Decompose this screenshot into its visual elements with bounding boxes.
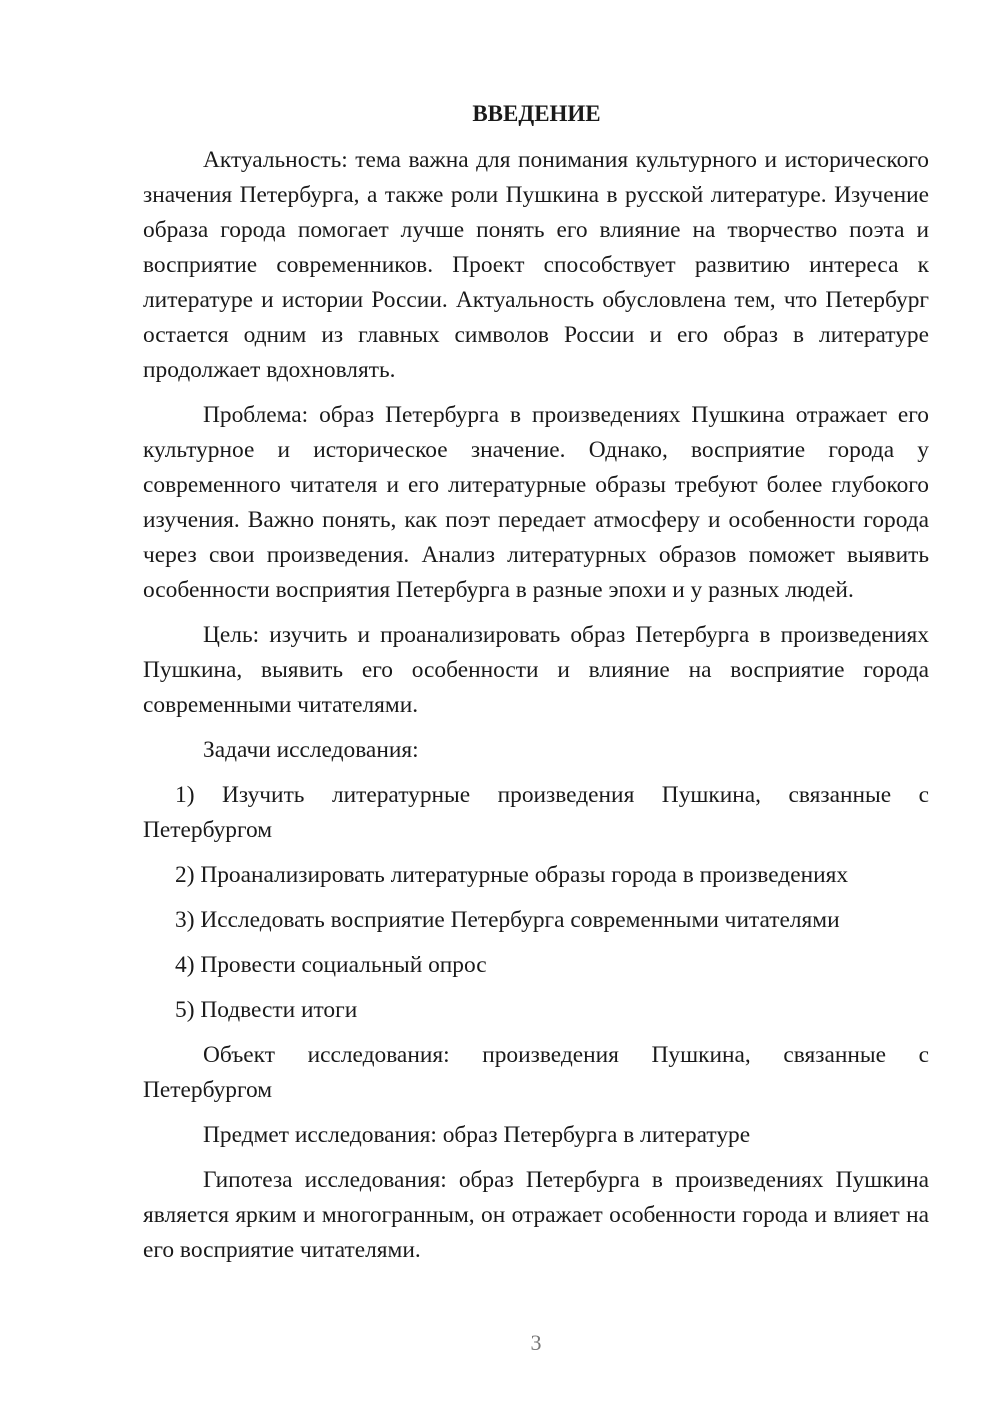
task-item-4: 4) Провести социальный опрос bbox=[175, 952, 487, 978]
hypothesis-paragraph: Гипотеза исследования: образ Петербурга в произведениях Пушкина является ярким и многогранным, он отражает особенности города и влияет на его восприятие читателями. bbox=[143, 1167, 929, 1263]
page-number: 3 bbox=[530, 1330, 542, 1355]
task-item-5: 5) Подвести итоги bbox=[175, 997, 358, 1023]
goal-paragraph: Цель: изучить и проанализировать образ Петербурга в произведениях Пушкина, выявить его особенности и влияние на восприятие города современными читателями. bbox=[143, 622, 929, 718]
task-item-1: 1) Изучить литературные произведения Пушкина, связанные с Петербургом bbox=[143, 782, 929, 843]
tasks-heading: Задачи исследования: bbox=[203, 737, 419, 763]
document-body bbox=[143, 96, 929, 1278]
problem-paragraph: Проблема: образ Петербурга в произведениях Пушкина отражает его культурное и историческое значение. Однако, восприятие города у современного читателя и его литературные образы требуют более глубокого изучения. Важно понять, как поэт передает атмосферу и особенности города через свои произведения. Анализ литературных образов поможет выявить особенности восприятия Петербурга в разные эпохи и у разных людей. bbox=[143, 402, 929, 603]
subject-paragraph: Предмет исследования: образ Петербурга в литературе bbox=[203, 1122, 751, 1148]
task-item-2: 2) Проанализировать литературные образы города в произведениях bbox=[175, 862, 849, 888]
page-title: ВВЕДЕНИЕ bbox=[472, 101, 601, 126]
object-paragraph: Объект исследования: произведения Пушкина, связанные с Петербургом bbox=[143, 1042, 929, 1103]
relevance-paragraph: Актуальность: тема важна для понимания культурного и исторического значения Петербурга, а также роли Пушкина в русской литературе. Изучение образа города помогает лучше понять его влияние на творчество поэта и восприятие современников. Проект способствует развитию интереса к литературе и истории России. Актуальность обусловлена тем, что Петербург остается одним из главных символов России и его образ в литературе продолжает вдохновлять. bbox=[143, 147, 929, 383]
task-item-3: 3) Исследовать восприятие Петербурга современными читателями bbox=[175, 907, 840, 933]
